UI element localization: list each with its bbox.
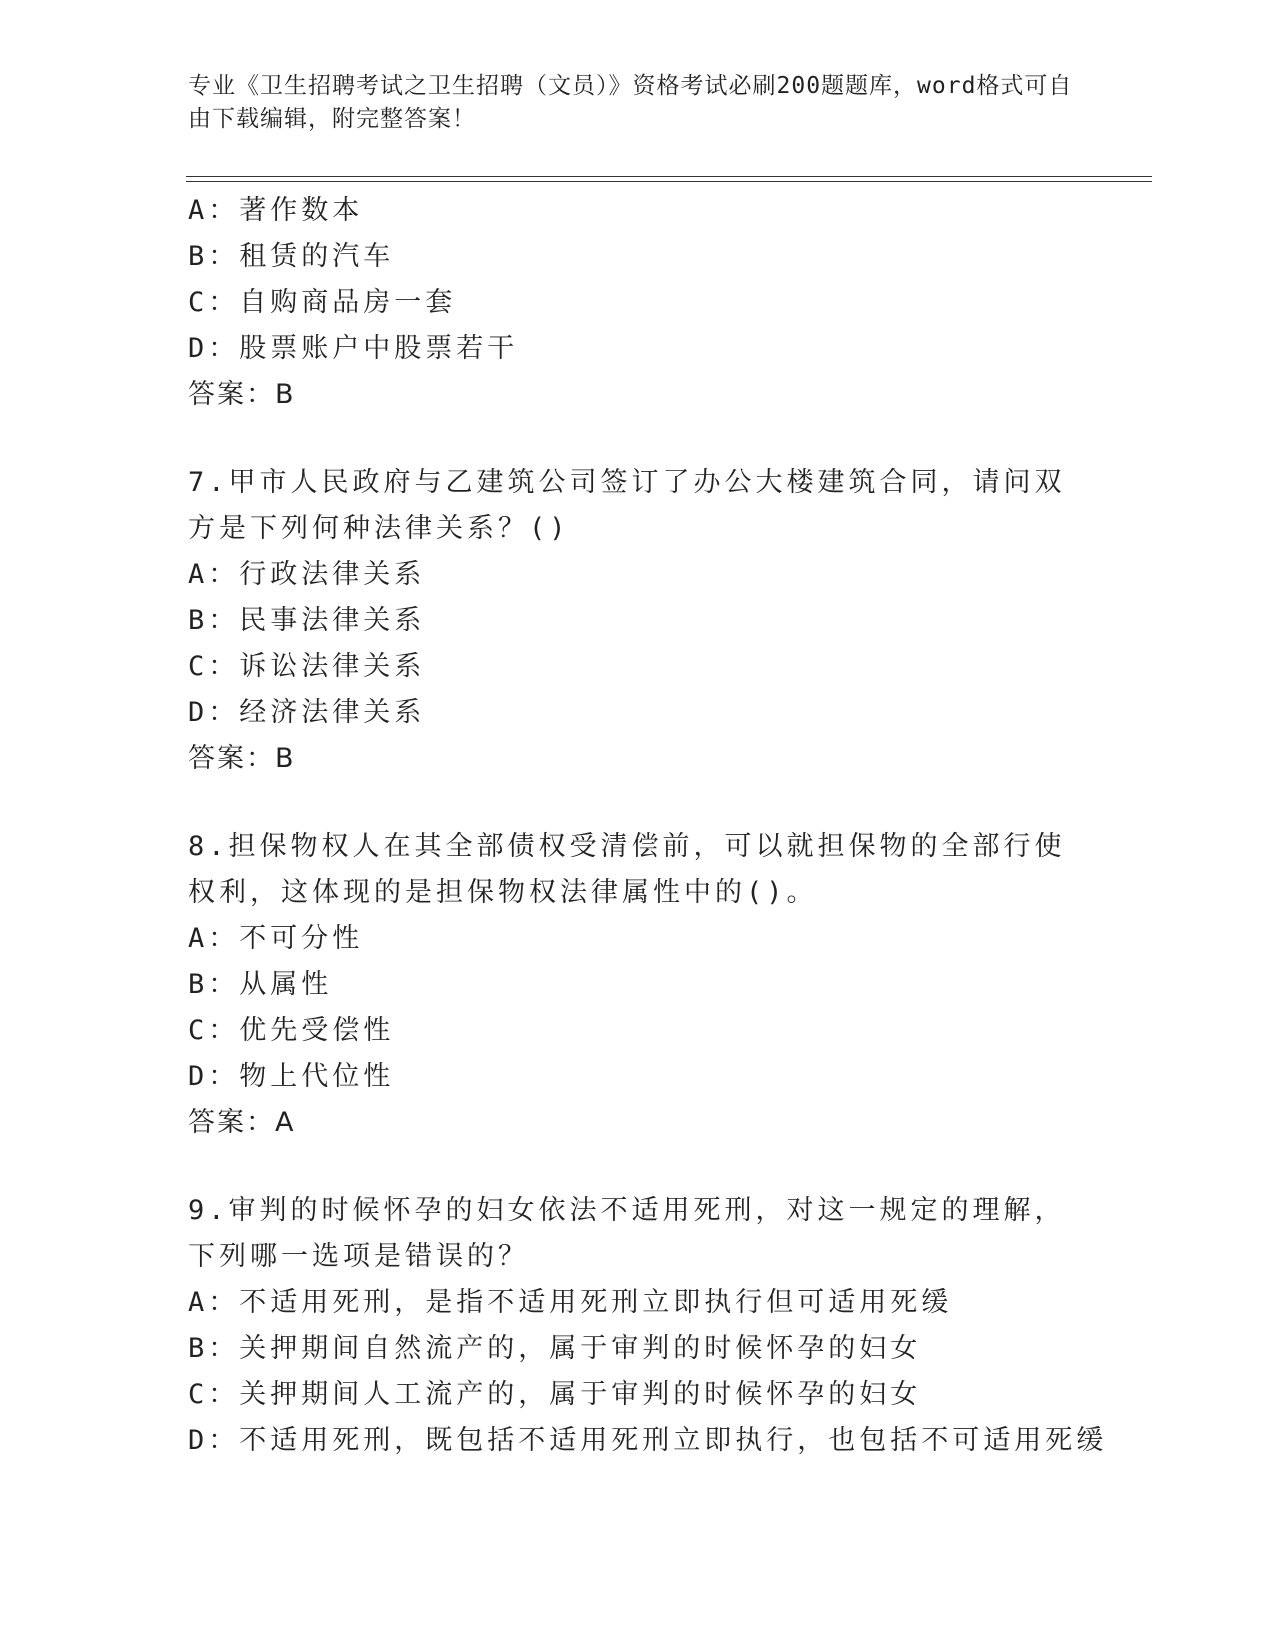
answer-label: 答案：A	[188, 1107, 296, 1138]
option-b: B：关押期间自然流产的，属于审判的时候怀孕的妇女	[188, 1333, 922, 1364]
option-a: A：不可分性	[188, 923, 364, 954]
option-c: C：优先受偿性	[188, 1015, 395, 1046]
option-c: C：关押期间人工流产的，属于审判的时候怀孕的妇女	[188, 1379, 922, 1410]
option-a: A：不适用死刑，是指不适用死刑立即执行但可适用死缓	[188, 1287, 953, 1318]
question-list	[188, 188, 1108, 1464]
option-b: B：租赁的汽车	[188, 241, 395, 272]
option-b: B：从属性	[188, 969, 333, 1000]
option-d: D：经济法律关系	[188, 697, 426, 728]
question-8-block	[188, 824, 1068, 1146]
option-c: C：自购商品房一套	[188, 287, 457, 318]
option-a: A：行政法律关系	[188, 559, 426, 590]
option-d: D：股票账户中股票若干	[188, 333, 519, 364]
question-text: 9.审判的时候怀孕的妇女依法不适用死刑，对这一规定的理解，下列哪一选项是错误的？	[188, 1195, 1066, 1272]
question-9-block	[188, 1188, 1108, 1464]
question-text: 8.担保物权人在其全部债权受清偿前，可以就担保物的全部行使权利，这体现的是担保物权法律属性中的()。	[188, 831, 1066, 908]
answer-label: 答案：B	[188, 379, 296, 410]
option-d: D：物上代位性	[188, 1061, 395, 1092]
header-divider-bottom	[186, 181, 1152, 182]
option-b: B：民事法律关系	[188, 605, 426, 636]
document-header: 专业《卫生招聘考试之卫生招聘（文员）》资格考试必刷200题题库，word格式可自由下载编辑，附完整答案！	[188, 73, 1073, 132]
answer-label: 答案：B	[188, 743, 296, 774]
header-divider-top	[186, 176, 1152, 177]
option-c: C：诉讼法律关系	[188, 651, 426, 682]
question-text: 7.甲市人民政府与乙建筑公司签订了办公大楼建筑合同，请问双方是下列何种法律关系？()	[188, 467, 1066, 544]
option-d: D：不适用死刑，既包括不适用死刑立即执行，也包括不可适用死缓	[188, 1425, 1108, 1456]
option-a: A：著作数本	[188, 195, 364, 226]
question-7-block	[188, 460, 1068, 782]
question-6-block	[188, 188, 1068, 418]
